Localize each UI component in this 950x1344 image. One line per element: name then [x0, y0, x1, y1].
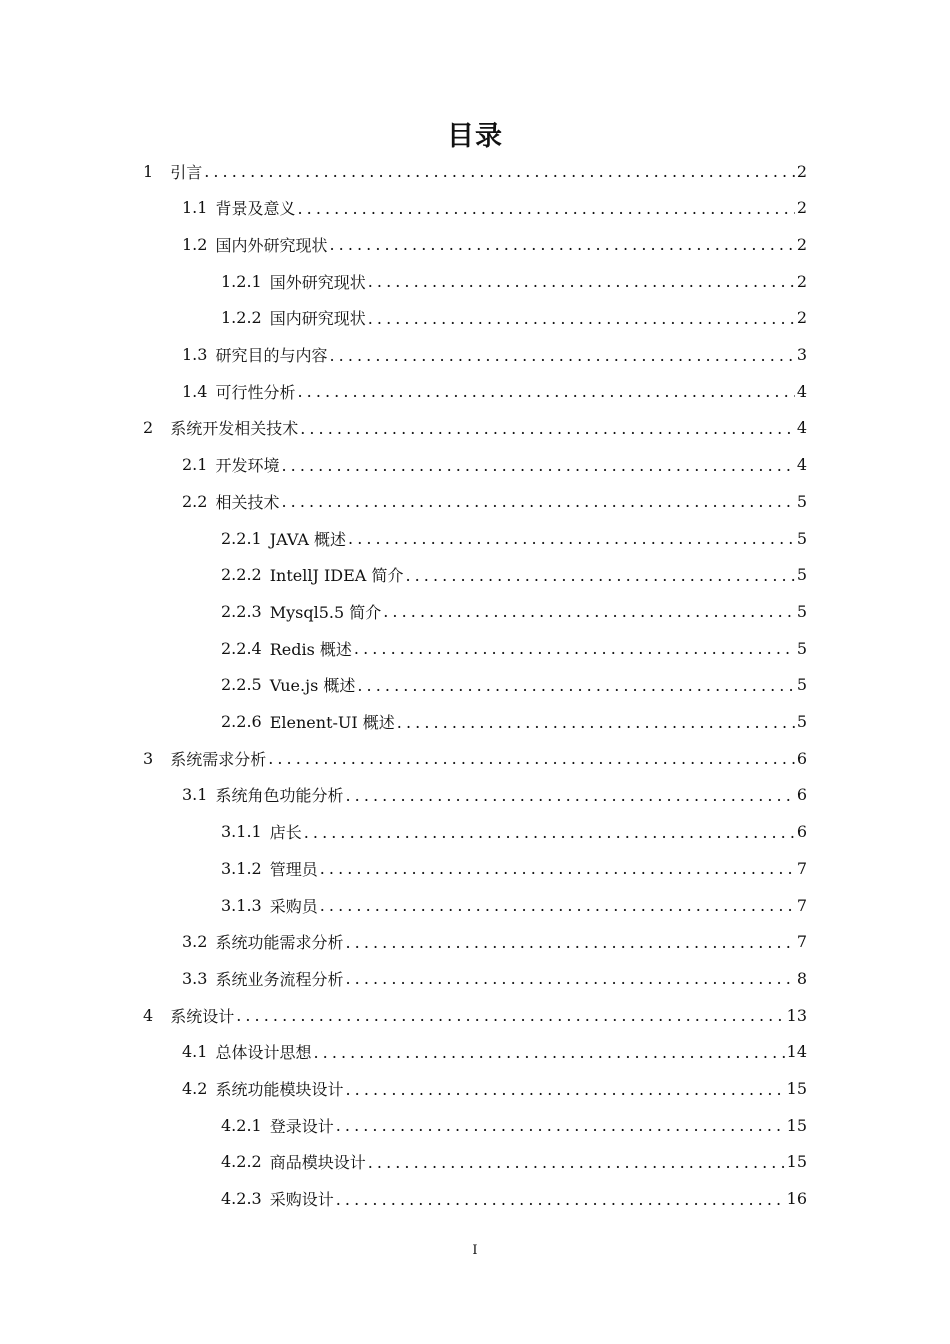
toc-entry[interactable]	[221, 1181, 807, 1217]
page-number: I	[472, 1243, 478, 1258]
toc-entry-page: 7	[796, 895, 807, 915]
toc-entry-number: 1.1	[182, 198, 208, 218]
toc-dot-leader	[345, 777, 794, 813]
toc-entry-title: 店长	[269, 823, 302, 843]
toc-entry-title: 国内研究现状	[269, 309, 366, 329]
toc-entry-number: 2.2.2	[221, 565, 262, 585]
toc-entry-title: 系统角色功能分析	[215, 786, 344, 806]
toc-dot-leader	[345, 924, 794, 960]
toc-entry-number: 1.2.1	[221, 271, 262, 291]
toc-entry-page: 4	[796, 381, 807, 401]
toc-entry-number: 2.2.1	[221, 528, 262, 548]
toc-entry[interactable]	[221, 887, 807, 923]
toc-entry[interactable]	[182, 924, 807, 960]
toc-entry-number: 4.2.2	[221, 1152, 262, 1172]
toc-entry[interactable]	[182, 1034, 807, 1070]
toc-entry-title: 登录设计	[269, 1116, 334, 1136]
toc-entry[interactable]	[182, 337, 807, 373]
toc-entry[interactable]	[221, 300, 807, 336]
toc-dot-leader	[383, 593, 795, 629]
toc-dot-leader	[320, 887, 795, 923]
toc-entry-title: 系统需求分析	[170, 749, 267, 769]
toc-entry-title: 研究目的与内容	[215, 346, 328, 365]
toc-entry-title: 系统开发相关技术	[170, 419, 299, 439]
toc-entry-title: JAVA 概述	[269, 529, 347, 549]
toc-entry[interactable]	[182, 373, 807, 409]
toc-entry[interactable]	[182, 960, 807, 996]
toc-entry-page: 2	[796, 161, 807, 181]
toc-entry-number: 2.1	[182, 455, 208, 475]
toc-dot-leader	[357, 667, 794, 703]
toc-entry-title: 开发环境	[215, 456, 280, 476]
toc-entry-page: 4	[796, 455, 807, 475]
toc-entry-page: 5	[796, 565, 807, 585]
toc-dot-leader	[336, 1107, 785, 1143]
toc-entry-number: 3.3	[182, 968, 208, 988]
toc-entry-page: 6	[796, 822, 807, 842]
toc-entry[interactable]	[182, 190, 807, 226]
toc-entry-number: 4.2.3	[221, 1189, 262, 1209]
toc-entry-number: 2.2.6	[221, 712, 262, 731]
toc-entry-page: 2	[796, 198, 807, 218]
toc-dot-leader	[281, 483, 794, 519]
toc-dot-leader	[320, 850, 795, 886]
toc-entry-number: 3.1	[182, 785, 208, 805]
toc-entry-number: 1.3	[182, 345, 208, 364]
toc-entry-title: 国外研究现状	[269, 272, 366, 292]
toc-entry[interactable]	[182, 777, 807, 813]
toc-entry-title: 系统设计	[170, 1006, 235, 1026]
toc-entry-page: 6	[796, 785, 807, 805]
toc-entry[interactable]	[143, 153, 807, 189]
toc-entry[interactable]	[221, 1107, 807, 1143]
toc-entry-page: 5	[796, 675, 807, 695]
toc-entry[interactable]	[221, 557, 807, 593]
toc-dot-leader	[405, 557, 794, 593]
toc-entry[interactable]	[221, 1144, 807, 1180]
toc-entry-page: 5	[796, 712, 807, 731]
toc-entry[interactable]	[221, 520, 807, 556]
toc-entry-number: 1.2	[182, 234, 208, 254]
toc-entry-page: 6	[796, 748, 807, 768]
toc-entry[interactable]	[182, 1071, 807, 1107]
toc-dot-leader	[313, 1034, 784, 1070]
toc-entry-title: Elenent-UI 概述	[269, 713, 395, 732]
toc-dot-leader	[368, 300, 795, 336]
toc-dot-leader	[397, 704, 795, 740]
toc-entry-page: 4	[796, 418, 807, 438]
toc-entry-page: 5	[796, 638, 807, 658]
toc-entry-title: Mysql5.5 简介	[269, 602, 382, 622]
toc-dot-leader	[281, 447, 794, 483]
toc-entry-title: 相关技术	[215, 492, 280, 512]
toc-entry-number: 4.2.1	[221, 1115, 262, 1135]
toc-entry-page: 5	[796, 491, 807, 511]
toc-dot-leader	[297, 190, 794, 226]
toc-entry-page: 5	[796, 601, 807, 621]
toc-dot-leader	[354, 630, 795, 666]
toc-entry-title: Vue.js 概述	[269, 676, 356, 696]
toc-entry-title: 系统功能需求分析	[215, 933, 344, 953]
toc-dot-leader	[348, 520, 795, 556]
toc-entry-number: 4.1	[182, 1042, 208, 1062]
toc-entry-number: 1.2.2	[221, 308, 262, 328]
toc-dot-leader	[297, 373, 794, 409]
toc-entry-number: 2.2.4	[221, 638, 262, 658]
toc-dot-leader	[204, 153, 795, 189]
toc-entry-title: 国内外研究现状	[215, 235, 328, 255]
toc-entry-title: 商品模块设计	[269, 1153, 366, 1173]
toc-entry-page: 2	[796, 308, 807, 328]
toc-entry-title: 系统功能模块设计	[215, 1080, 344, 1099]
toc-entry[interactable]	[143, 997, 807, 1033]
toc-entry[interactable]	[221, 704, 807, 740]
toc-entry-number: 4.2	[182, 1079, 208, 1098]
toc-entry-number: 4	[143, 1005, 154, 1025]
toc-entry-page: 13	[786, 1005, 807, 1025]
toc-entry-page: 5	[796, 528, 807, 548]
toc-dot-leader	[329, 337, 794, 373]
toc-dot-leader	[368, 1144, 785, 1180]
toc-dot-leader	[336, 1181, 785, 1217]
toc-entry[interactable]	[221, 814, 807, 850]
toc-entry-page: 2	[796, 234, 807, 254]
toc-dot-leader	[329, 226, 794, 262]
toc-entry[interactable]	[221, 850, 807, 886]
toc-entry[interactable]	[143, 410, 807, 446]
toc-entry-title: 采购设计	[269, 1190, 334, 1210]
toc-dot-leader	[300, 410, 795, 446]
toc-entry-number: 1	[143, 161, 154, 181]
toc-entry-number: 3.1.1	[221, 822, 262, 842]
toc-entry[interactable]	[221, 667, 807, 703]
toc-entry-page: 2	[796, 271, 807, 291]
toc-entry-title: 总体设计思想	[215, 1043, 312, 1063]
toc-entry-title: 系统业务流程分析	[215, 969, 344, 989]
toc-dot-leader	[236, 997, 784, 1033]
toc-entry-number: 2.2.3	[221, 601, 262, 621]
toc-entry-page: 7	[796, 932, 807, 952]
toc-entry-page: 15	[786, 1152, 807, 1172]
toc-entry[interactable]	[182, 447, 807, 483]
toc-entry[interactable]	[221, 263, 807, 299]
toc-title: 目录	[447, 121, 503, 152]
toc-entry-number: 3.2	[182, 932, 208, 952]
toc-entry-title: 引言	[170, 162, 203, 182]
toc-entry-title: 可行性分析	[215, 382, 296, 402]
toc-dot-leader	[268, 740, 795, 776]
toc-entry-page: 15	[786, 1115, 807, 1135]
toc-entry-title: 背景及意义	[215, 199, 296, 219]
toc-entry-title: IntellJ IDEA 简介	[269, 566, 404, 586]
toc-entry-title: 管理员	[269, 859, 318, 879]
toc-entry-number: 2.2	[182, 491, 208, 511]
toc-entry-page: 3	[796, 345, 807, 364]
toc-entry-number: 3.1.2	[221, 858, 262, 878]
toc-entry-page: 8	[796, 968, 807, 988]
toc-dot-leader	[345, 960, 794, 996]
toc-dot-leader	[368, 263, 795, 299]
toc-entry-number: 3.1.3	[221, 895, 262, 915]
toc-entry-page: 16	[786, 1189, 807, 1209]
toc-dot-leader	[304, 814, 795, 850]
toc-entry-number: 3	[143, 748, 154, 768]
toc-entry-number: 1.4	[182, 381, 208, 401]
toc-entry-title: 采购员	[269, 896, 318, 916]
toc-entry-page: 14	[786, 1042, 807, 1062]
toc-entry[interactable]	[143, 740, 807, 776]
toc-entry-page: 15	[786, 1079, 807, 1098]
toc-entry-number: 2	[143, 418, 154, 438]
toc-entry[interactable]	[182, 483, 807, 519]
toc-dot-leader	[345, 1071, 784, 1107]
toc-entry[interactable]	[221, 593, 807, 629]
toc-entry-title: Redis 概述	[269, 639, 352, 659]
toc-entry-number: 2.2.5	[221, 675, 262, 695]
toc-entry-page: 7	[796, 858, 807, 878]
toc-entry[interactable]	[182, 226, 807, 262]
toc-entry[interactable]	[221, 630, 807, 666]
